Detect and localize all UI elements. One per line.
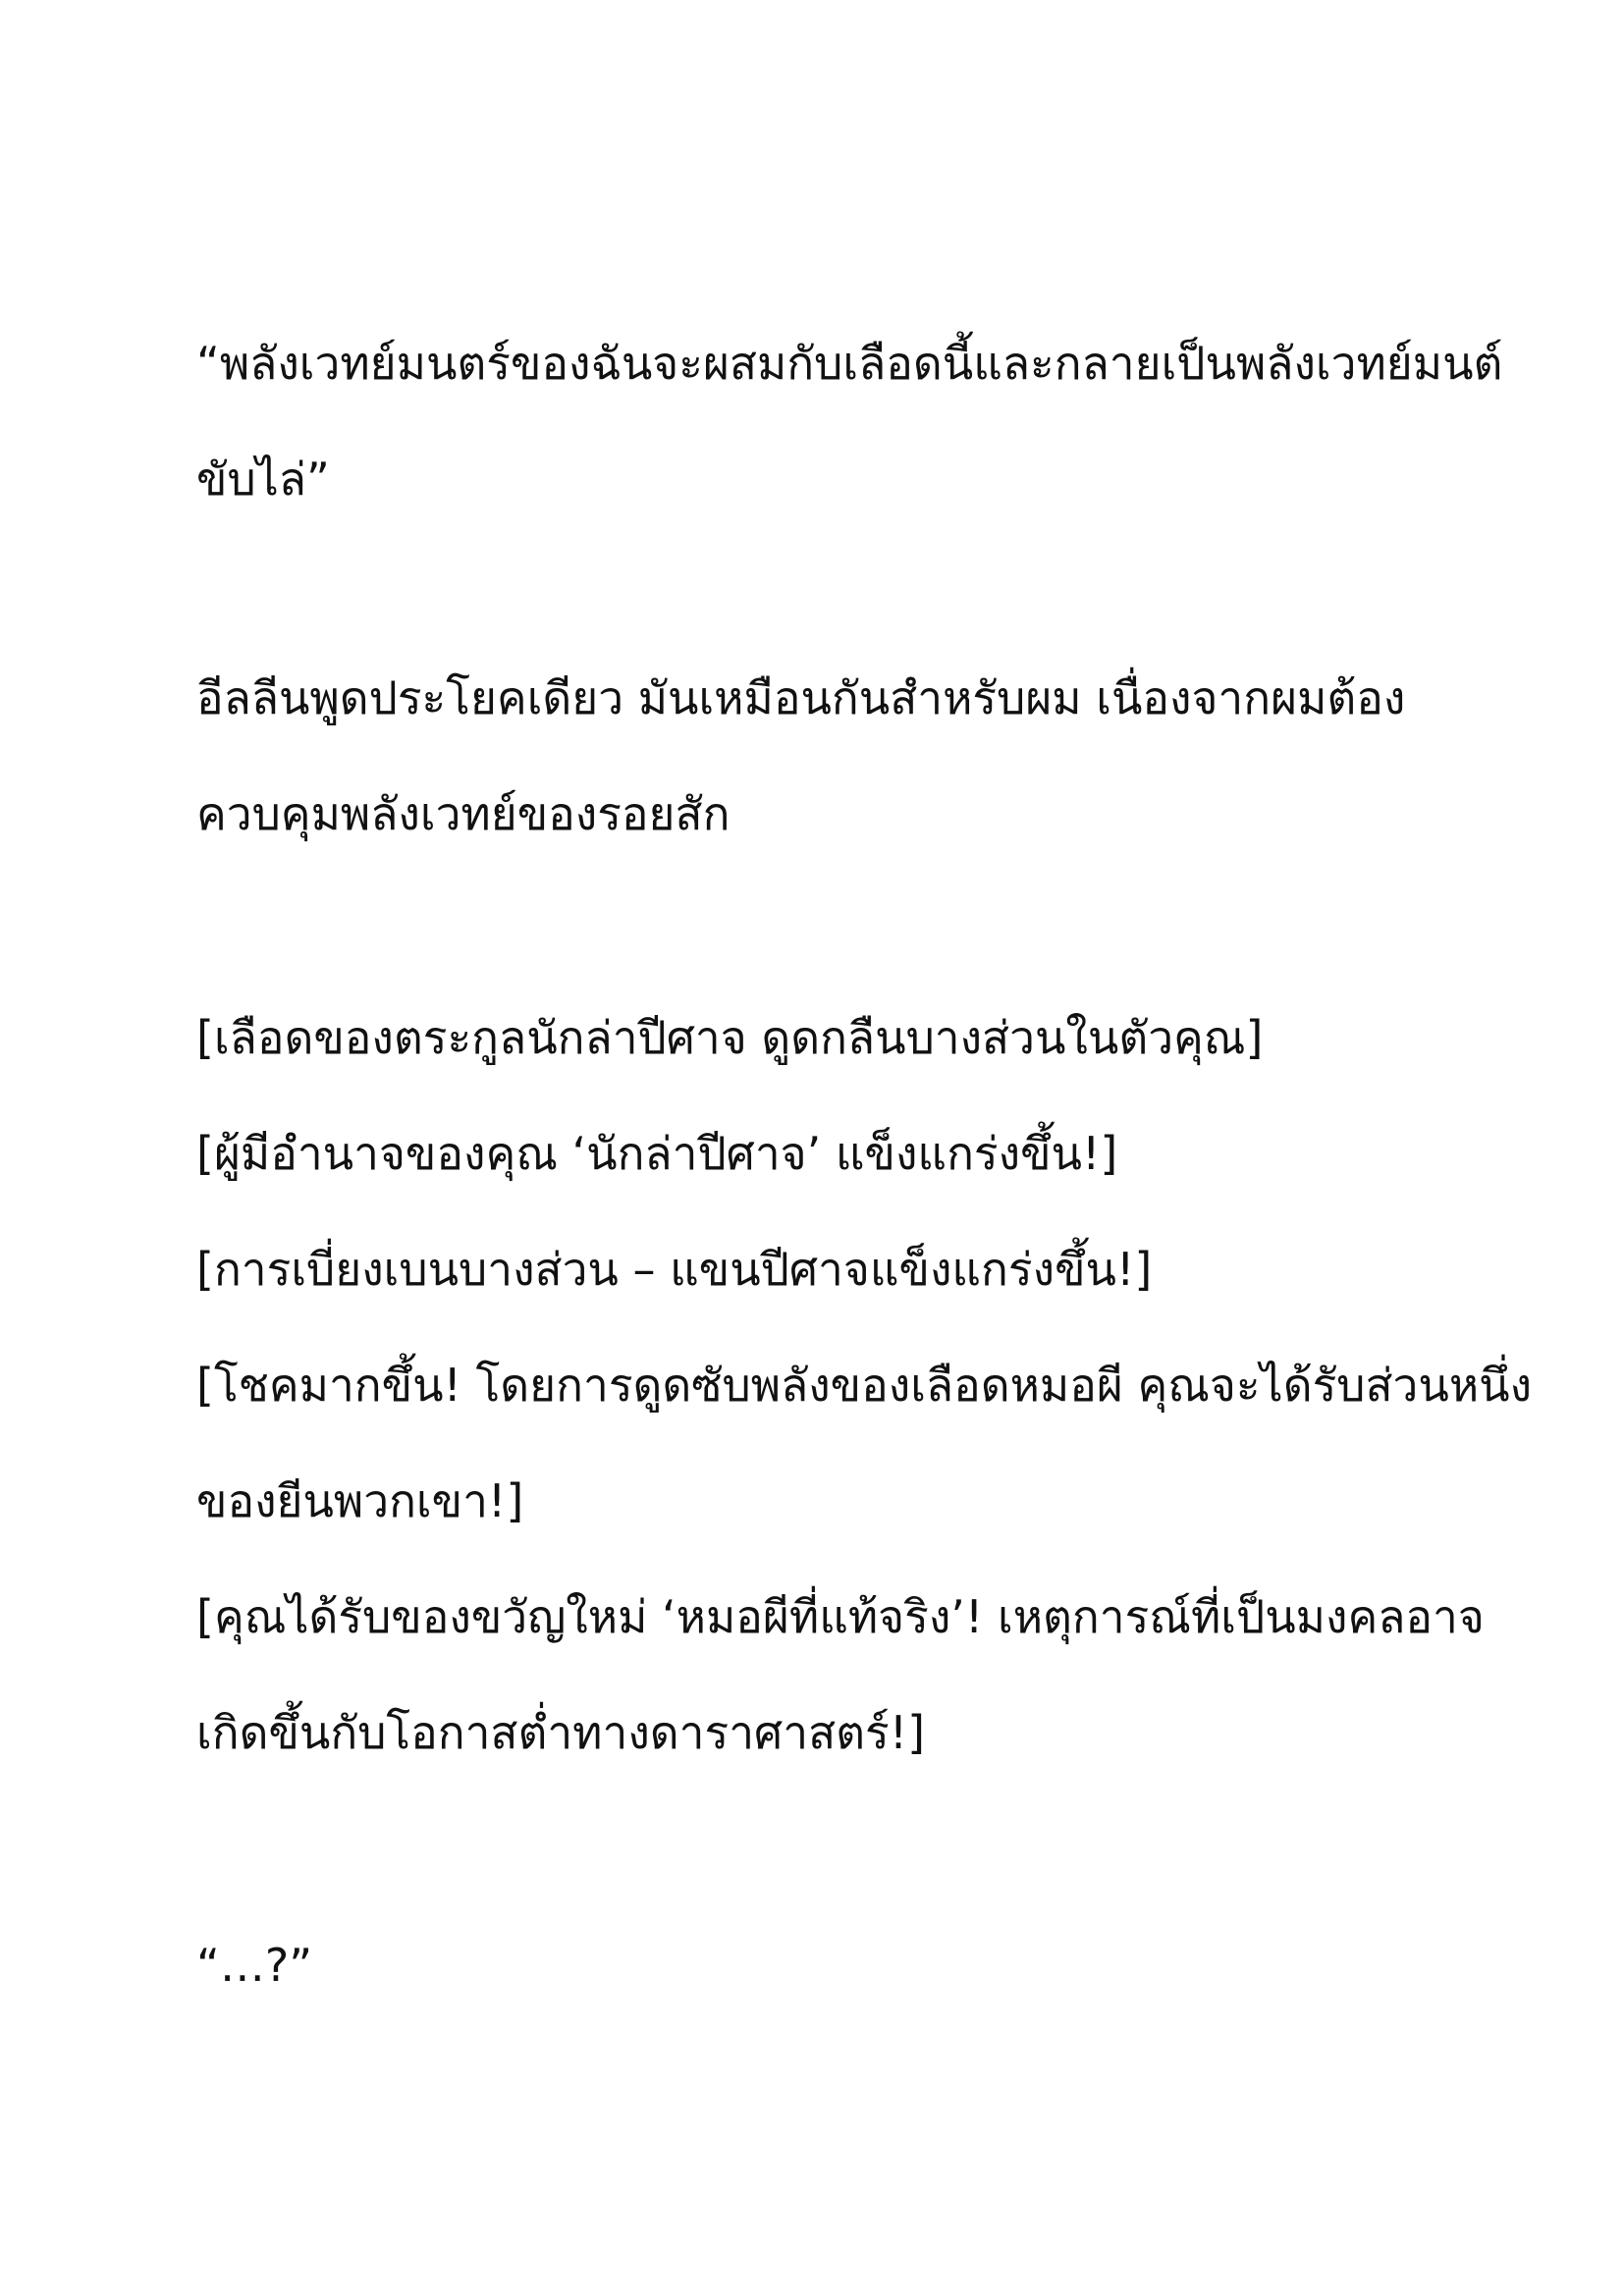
system-message-3 — [196, 1211, 1463, 1327]
text-line: [ผู้มีอำนาจของคุณ ‘นักล่าปีศาจ’ แข็งแกร่งขึ้น!] — [196, 1127, 1118, 1180]
text-line: “พลังเวทย์มนตร์ของฉันจะผสมกับเลือดนี้และกลายเป็นพลังเวทย์มนต์ — [196, 337, 1503, 390]
paragraph-narration — [196, 640, 1463, 872]
text-line: [คุณได้รับของขวัญใหม่ ‘หมอผีที่แท้จริง’! เหตุการณ์ที่เป็นมงคลอาจ — [196, 1590, 1485, 1643]
text-line: ของยีนพวกเขา!] — [196, 1474, 524, 1527]
text-line: ขับไล่” — [196, 453, 330, 506]
system-message-2 — [196, 1095, 1463, 1211]
system-message-5 — [196, 1559, 1485, 1790]
text-line: [การเบี่ยงเบนบางส่วน – แขนปีศาจแข็งแกร่งขึ้น!] — [196, 1243, 1153, 1296]
system-message-1 — [196, 980, 1463, 1095]
text-line: เกิดขึ้นกับโอกาสต่ำทางดาราศาสตร์!] — [196, 1706, 926, 1759]
paragraph-dialogue-1 — [196, 305, 1503, 537]
paragraph-dialogue-2 — [196, 1907, 1463, 2023]
text-line: อีลลีนพูดประโยคเดียว มันเหมือนกันสำหรับผม เนื่องจากผมต้อง — [196, 671, 1406, 724]
text-line: “…?” — [196, 1939, 313, 1992]
system-message-4 — [196, 1327, 1533, 1559]
text-line: [เลือดของตระกูลนักล่าปีศาจ ดูดกลืนบางส่วนในตัวคุณ] — [196, 1011, 1264, 1064]
text-line: [โชคมากขึ้น! โดยการดูดซับพลังของเลือดหมอผี คุณจะได้รับส่วนหนึ่ง — [196, 1359, 1533, 1412]
text-line: ควบคุมพลังเวทย์ของรอยสัก — [196, 787, 731, 840]
